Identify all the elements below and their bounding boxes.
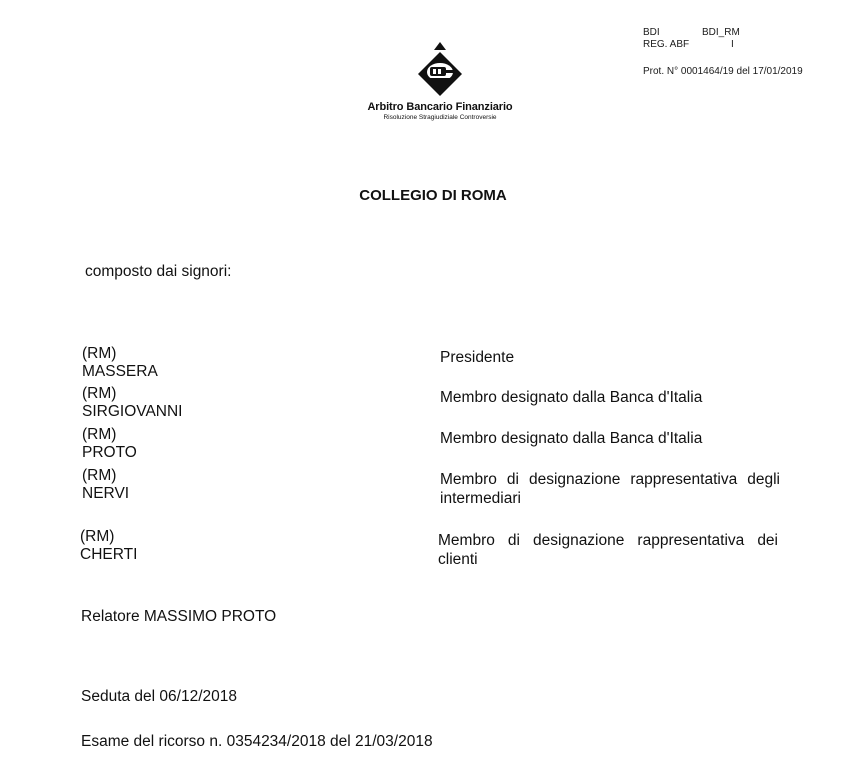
reference-key-bdi: BDI — [643, 27, 660, 38]
member-name: (RM) SIRGIOVANNI — [82, 385, 183, 420]
logo-subtitle: Risoluzione Stragiudiziale Controversie — [383, 114, 497, 121]
seduta-text: Seduta del 06/12/2018 — [81, 688, 237, 705]
member-name: (RM) MASSERA — [82, 345, 158, 380]
member-role: Presidente — [440, 349, 515, 366]
gavel-diamond-icon — [410, 42, 470, 100]
member-name: (RM) CHERTI — [80, 528, 138, 563]
member-role: Membro designato dalla Banca d'Italia — [440, 389, 703, 406]
intro-text: composto dai signori: — [85, 263, 232, 280]
reference-block — [643, 27, 740, 51]
member-role: Membro di designazione rappresentativa dei clienti — [438, 532, 778, 568]
reference-value-bdi: BDI_RM — [702, 27, 740, 38]
member-name: (RM) PROTO — [82, 426, 137, 461]
esame-text: Esame del ricorso n. 0354234/2018 del 21/03/2018 — [81, 733, 433, 750]
reference-key-reg: REG. ABF — [643, 39, 690, 50]
reference-value-reg: I — [731, 39, 734, 50]
member-role: Membro di designazione rappresentativa degli intermediari — [440, 471, 780, 507]
relatore-text: Relatore MASSIMO PROTO — [81, 608, 277, 625]
abf-logo — [360, 42, 520, 121]
protocol-number: Prot. N° 0001464/19 del 17/01/2019 — [643, 66, 803, 77]
logo-title: Arbitro Bancario Finanziario — [367, 101, 513, 113]
member-role: Membro designato dalla Banca d'Italia — [440, 430, 703, 447]
page-title: COLLEGIO DI ROMA — [359, 187, 507, 204]
member-name: (RM) NERVI — [82, 467, 130, 502]
